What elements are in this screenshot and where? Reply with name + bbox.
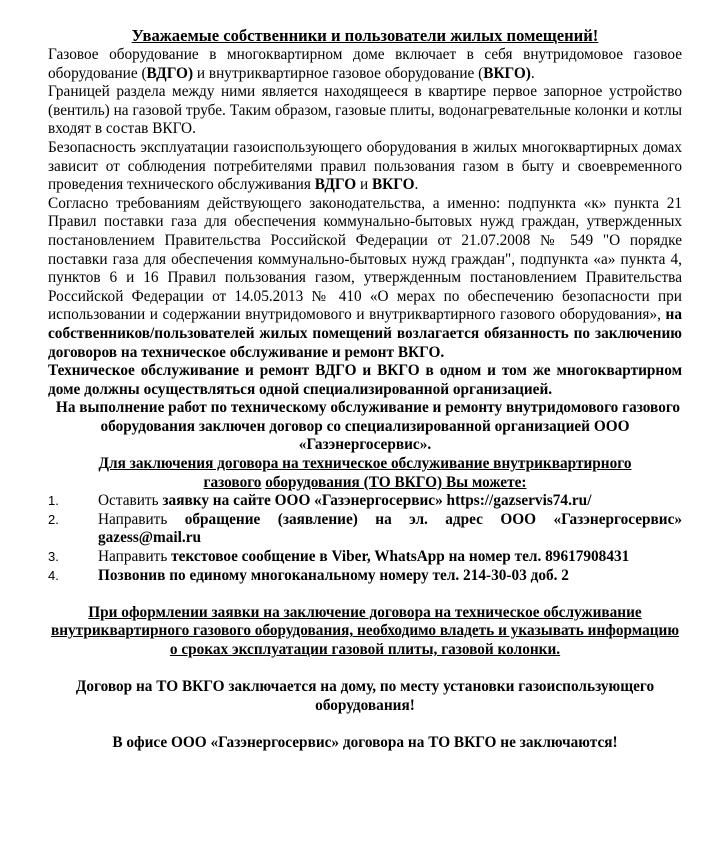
list-number: 1. [48,493,59,509]
text: Газовое оборудование в многоквартирном доме включает в себя внутридомовое газовое оборудование ( [48,46,682,82]
bold-text: заявку на сайте ООО «Газэнергосервис» https://gazservis74.ru/ [162,492,592,510]
text: Оставить [98,492,163,510]
text: и внутриквартирное газовое оборудование ( [193,64,484,82]
spacer [48,715,682,734]
paragraph-single-organization: Техническое обслуживание и ремонт ВДГО и ВКГО в одном и том же многоквартирном доме должны осуществляться одной специализированной организацией. [48,362,682,398]
list-item [48,511,682,548]
paragraph-boundary: Границей раздела между ними является находящееся в квартире первое запорное устройство (вентиль) на газовой трубе. Таким образом, газовые плиты, водонагревательные колонки и котлы входят в состав ВКГО. [48,83,682,138]
list-item-text [98,567,682,586]
list-number: 3. [48,549,59,565]
list-item [48,567,682,586]
list-item [48,548,682,567]
text: . [530,64,535,82]
paragraph-safety [48,139,682,195]
text: Безопасность эксплуатации газоиспользующего оборудования в жилых многоквартирных домах зависит от соблюдения потребителями правил пользования газом в быту и своевременного проведения технического обслуживания [48,138,682,194]
paragraph-legislation [48,195,682,362]
list-number: 4. [48,567,59,583]
spacer [48,585,682,604]
list-number: 2. [48,511,59,527]
bold-text: ВКГО) [483,64,531,82]
text: Согласно требованиям действующего законодательства, а именно: подпункта «к» пункта 21 Правил поставки газа для обеспечения коммунально-бытовых нужд граждан, утвержденных постановлением Правительства Российской Федерации от 21.07.2008 № 549 "О порядке поставки газа для обеспечения коммунально-бытовых нужд граждан", подпункта «а» пункта 4, пунктов 6 и 16 Правил пользования газом, утвержденным постановлением Правительства Российской Федерации от 14.05.2013 № 410 «О мерах по обеспечению безопасности при использовании и содержании внутридомового и внутриквартирного газового оборудования», [48,194,682,324]
paragraph-contract-info: На выполнение работ по техническому обслуживание и ремонту внутридомового газового оборудования заключен договор со специализированной организацией ООО «Газэнергосервис». [55,399,681,454]
text: Направить [98,548,172,566]
contact-options-list [48,492,682,585]
list-item-text [98,492,682,511]
paragraph-equipment [48,46,682,83]
list-item-text [98,548,682,567]
paragraph-office-note: В офисе ООО «Газэнергосервис» договора на ТО ВКГО не заключаются! [112,733,618,751]
list-item-text [98,511,682,548]
paragraph-application-note: При оформлении заявки на заключение договора на техническое обслуживание внутриквартирного газового оборудования, необходимо владеть и указывать информацию о сроках эксплуатации газовой плиты, газовой колонки. [50,603,680,658]
text: и [356,176,372,194]
bold-text: текстовое сообщение в Viber, WhatsApp на номер тел. 89617908431 [171,548,630,566]
paragraph-how-to-heading [48,455,682,492]
paragraph-home-contract: Договор на ТО ВКГО заключается на дому, по месту установки газоиспользующего оборудования! [75,678,655,714]
underlined-text: Для заключения договора на техническое обслуживание внутриквартирного [98,455,632,473]
text: . [414,176,419,194]
spacer [48,660,682,679]
bold-text: ВДГО [314,176,357,194]
bold-text: ВКГО [371,176,415,194]
underlined-text: газового [203,473,262,491]
bold-text: на собственников/пользователей жилых помещений возлагается обязанность по заключению договоров на техническое обслуживание и ремонт ВКГО. [48,306,682,361]
bold-text: ВДГО) [146,64,194,82]
text: Направить [98,510,185,528]
bold-text: обращение (заявление) на эл. адрес ООО «Газэнергосервис» gazess@mail.ru [98,510,683,547]
bold-text: Позвонив по единому многоканальному номеру тел. 214-30-03 доб. 2 [98,566,569,584]
underlined-text: оборудования (ТО ВКГО) Вы можете: [265,473,527,491]
list-item [48,492,682,511]
document-title: Уважаемые собственники и пользователи жилых помещений! [131,26,599,45]
